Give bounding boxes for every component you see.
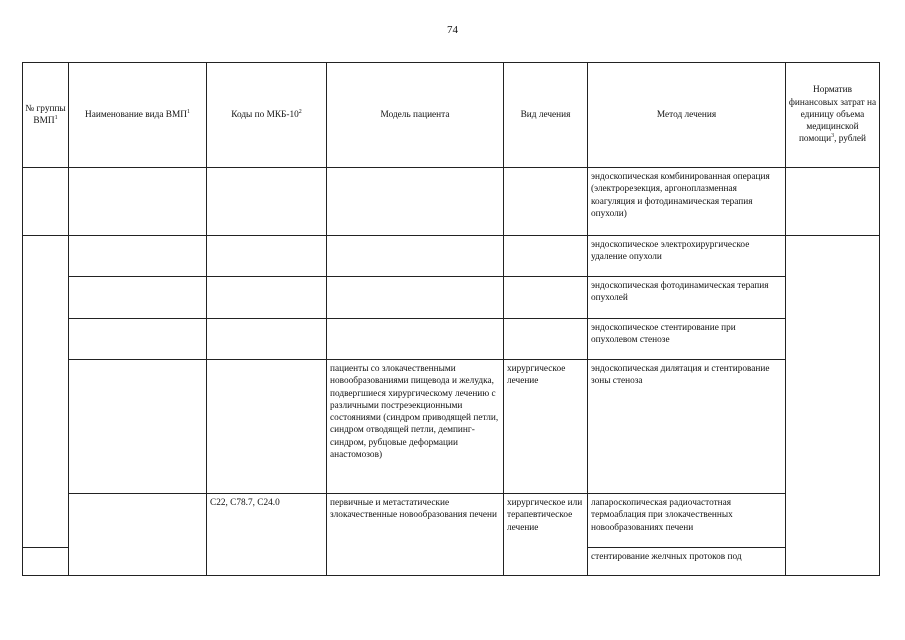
cell-treatment-type: хирургическое лечение bbox=[504, 360, 588, 494]
cell-patient-model: первичные и метастатические злокачественные новообразования печени bbox=[327, 494, 504, 576]
header-treatment-method: Метод лечения bbox=[588, 63, 786, 168]
header-patient-model: Модель пациента bbox=[327, 63, 504, 168]
cell-patient-model: пациенты со злокачественными новообразованиями пищевода и желудка, подвергшиеся хирургическому лечению с различными постреэекционными состояниями (синдром приводящей петли, синдром отводящей петли, демпинг-синдром, рубцовые деформации анастомозов) bbox=[327, 360, 504, 494]
cell-empty bbox=[786, 168, 880, 236]
cell-empty bbox=[327, 277, 504, 319]
cell-method: эндоскопическая фотодинамическая терапия опухолей bbox=[588, 277, 786, 319]
cell-empty bbox=[207, 168, 327, 236]
table-row bbox=[23, 236, 880, 277]
cell-cost-norm bbox=[786, 236, 880, 576]
cell-empty bbox=[69, 360, 207, 494]
cell-empty bbox=[207, 319, 327, 360]
header-treatment-type: Вид лечения bbox=[504, 63, 588, 168]
cell-treatment-type: хирургическое или терапевтическое лечение bbox=[504, 494, 588, 576]
header-group-number: № группы ВМП$^1$ bbox=[23, 63, 69, 168]
cell-method: эндоскопическое электрохирургическое удаление опухоли bbox=[588, 236, 786, 277]
table-row bbox=[23, 494, 880, 548]
cell-empty bbox=[504, 277, 588, 319]
header-icd-codes: Коды по МКБ-$10^2$ bbox=[207, 63, 327, 168]
table-row bbox=[23, 168, 880, 236]
cell-empty bbox=[69, 319, 207, 360]
cell-method: стентирование желчных протоков под bbox=[588, 548, 786, 576]
vmp-table bbox=[22, 62, 880, 576]
page-number: 74 bbox=[447, 24, 458, 36]
cell-method: эндоскопическая дилятация и стентирование зоны стеноза bbox=[588, 360, 786, 494]
cell-empty bbox=[504, 236, 588, 277]
cell-empty bbox=[504, 319, 588, 360]
table-row bbox=[23, 319, 880, 360]
cell-empty bbox=[207, 277, 327, 319]
table-row bbox=[23, 360, 880, 494]
cell-empty bbox=[504, 168, 588, 236]
header-cost-norm: Норматив финансовых затрат на единицу объема медицинской помощи$^3$, рублей bbox=[786, 63, 880, 168]
cell-empty bbox=[207, 236, 327, 277]
table-header-row bbox=[23, 63, 880, 168]
cell-empty bbox=[23, 168, 69, 236]
cell-empty bbox=[69, 277, 207, 319]
cell-method: лапароскопическая радиочастотная термоаблация при злокачественных новообразованиях печени bbox=[588, 494, 786, 548]
cell-icd-codes: C22, C78.7, C24.0 bbox=[207, 494, 327, 576]
cell-empty bbox=[69, 494, 207, 576]
cell-empty bbox=[327, 168, 504, 236]
cell-group-number bbox=[23, 548, 69, 576]
cell-method: эндоскопическое стентирование при опухолевом стенозе bbox=[588, 319, 786, 360]
header-vmp-name: Наименование вида ВМП$^1$ bbox=[69, 63, 207, 168]
cell-empty bbox=[69, 236, 207, 277]
cell-empty bbox=[327, 236, 504, 277]
cell-empty bbox=[207, 360, 327, 494]
cell-empty bbox=[69, 168, 207, 236]
table-row bbox=[23, 277, 880, 319]
cell-method: эндоскопическая комбинированная операция (электрорезекция, аргоноплазменная коагуляция и фотодинамическая терапия опухоли) bbox=[588, 168, 786, 236]
cell-group-number bbox=[23, 236, 69, 548]
cell-empty bbox=[327, 319, 504, 360]
